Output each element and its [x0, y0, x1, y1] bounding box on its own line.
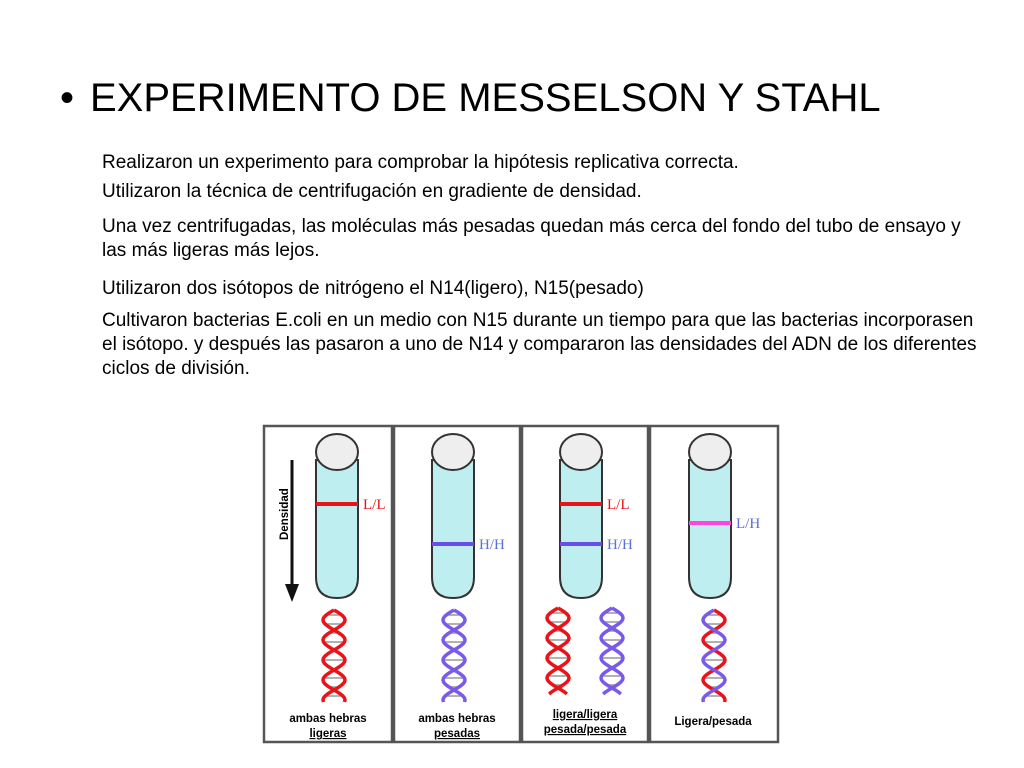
tube-4: [689, 434, 731, 598]
density-gradient-figure: [262, 422, 782, 747]
band-label-1: L/L: [363, 497, 386, 513]
title-text: EXPERIMENTO DE MESSELSON Y STAHL: [90, 76, 881, 120]
tube-1: [316, 434, 358, 598]
caption-2-line-2: pesadas: [433, 728, 481, 740]
paragraph-2: Utilizaron la técnica de centrifugación en gradiente de densidad.: [102, 181, 642, 202]
slide-title: [60, 74, 881, 122]
paragraph-5: Cultivaron bacterias E.coli en un medio con N15 durante un tiempo para que las bacterias incorporasen el isótopo. y después las pasaron a uno de N14 y compararon las densidades del ADN de los diferentes ciclos de división.: [102, 310, 977, 379]
caption-1-line-2: ligeras: [309, 728, 347, 740]
title-bullet: •: [60, 76, 75, 120]
caption-3-line-1: ligera/ligera: [552, 709, 618, 721]
tube-3: [560, 434, 602, 598]
paragraph-4: Utilizaron dos isótopos de nitrógeno el N14(ligero), N15(pesado): [102, 278, 644, 299]
tube-2: [432, 434, 474, 598]
paragraph-1: Realizaron un experimento para comprobar la hipótesis replicativa correcta.: [102, 152, 739, 173]
density-axis-label: Densidad: [279, 488, 291, 540]
paragraph-3: Una vez centrifugadas, las moléculas más pesadas quedan más cerca del fondo del tubo de ensayo y las más ligeras más lejos.: [102, 216, 961, 261]
caption-1-line-1: ambas hebras: [289, 713, 367, 725]
caption-2-line-1: ambas hebras: [418, 713, 496, 725]
band-label-2: H/H: [479, 537, 505, 553]
band-label-3a: L/L: [607, 497, 630, 513]
band-label-3b: H/H: [607, 537, 633, 553]
band-label-4: L/H: [736, 516, 761, 532]
caption-4-line-1: Ligera/pesada: [674, 716, 752, 728]
caption-3-line-2: pesada/pesada: [543, 724, 627, 736]
